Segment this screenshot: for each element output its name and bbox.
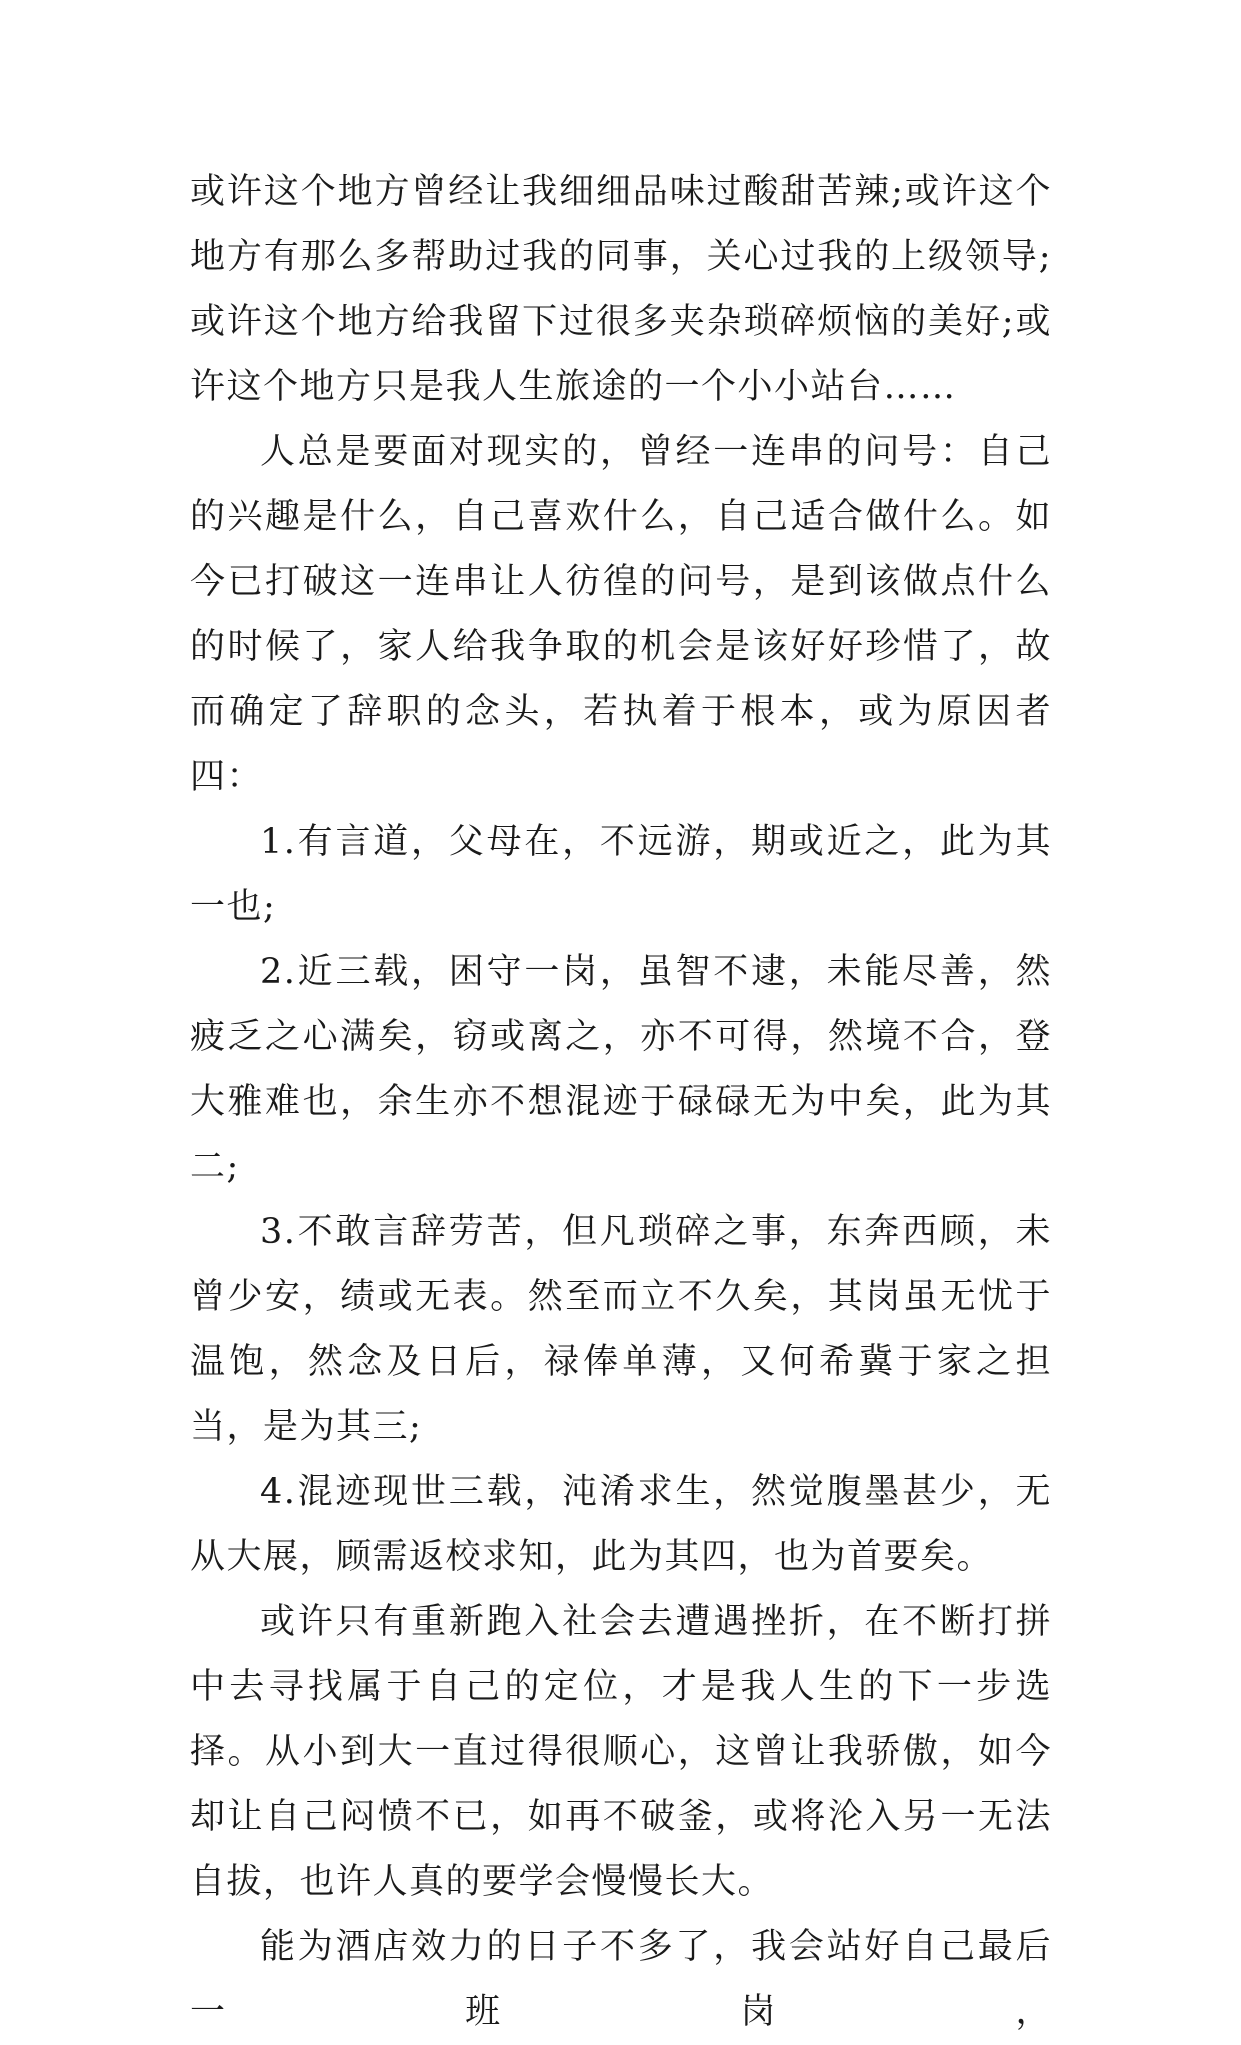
list-item-4: 4.混迹现世三载，沌淆求生，然觉腹墨甚少，无从大展，顾需返校求知，此为其四，也为首要矣。 bbox=[190, 1472, 1052, 1577]
list-item-1: 1.有言道，父母在，不远游，期或近之，此为其一也; bbox=[190, 822, 1052, 927]
document-body bbox=[190, 160, 1052, 2045]
paragraph-2: 人总是要面对现实的，曾经一连串的问号：自己的兴趣是什么，自己喜欢什么，自己适合做什么。如今已打破这一连串让人彷徨的问号，是到该做点什么的时候了，家人给我争取的机会是该好好珍惜了，故而确定了辞职的念头，若执着于根本，或为原因者四： bbox=[190, 432, 1052, 797]
paragraph-3: 或许只有重新跑入社会去遭遇挫折，在不断打拼中去寻找属于自己的定位，才是我人生的下一步选择。从小到大一直过得很顺心，这曾让我骄傲，如今却让自己闷愤不已，如再不破釜，或将沦入另一无法自拔，也许人真的要学会慢慢长大。 bbox=[190, 1602, 1052, 1902]
paragraph-1: 或许这个地方曾经让我细细品味过酸甜苦辣;或许这个地方有那么多帮助过我的同事，关心过我的上级领导;或许这个地方给我留下过很多夹杂琐碎烦恼的美好;或许这个地方只是我人生旅途的一个小小站台…… bbox=[190, 172, 1052, 407]
list-item-2: 2.近三载，困守一岗，虽智不逮，未能尽善，然疲乏之心满矣，窃或离之，亦不可得，然境不合，登大雅难也，余生亦不想混迹于碌碌无为中矣，此为其二; bbox=[190, 952, 1052, 1187]
paragraph-4: 能为酒店效力的日子不多了，我会站好自己最后一班岗， bbox=[190, 1927, 1052, 2032]
list-item-3: 3.不敢言辞劳苦，但凡琐碎之事，东奔西顾，未曾少安，绩或无表。然至而立不久矣，其岗虽无忧于温饱，然念及日后，禄俸单薄，又何希冀于家之担当，是为其三; bbox=[190, 1212, 1052, 1447]
